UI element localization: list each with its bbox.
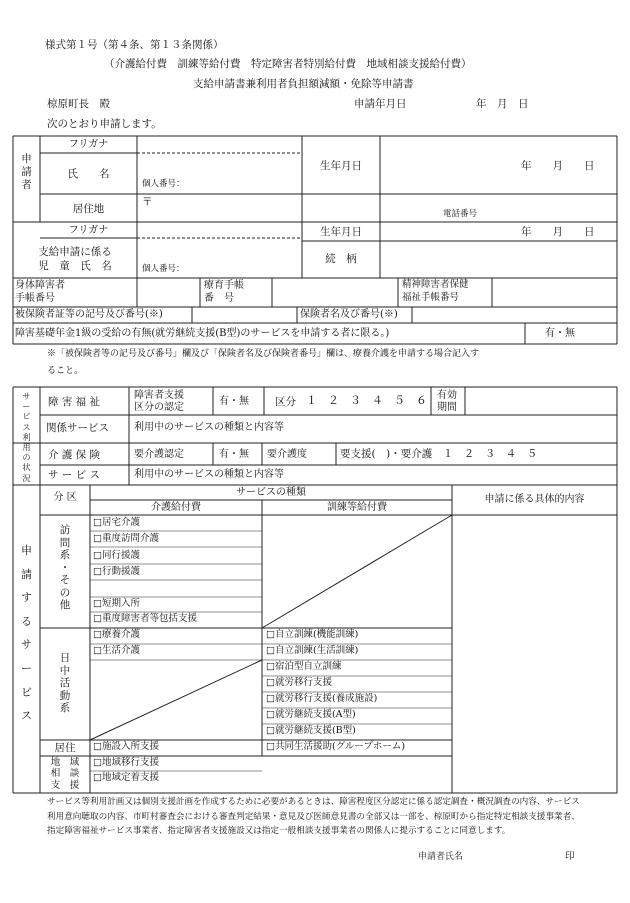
service-checkbox[interactable]: □行動援護 [93, 566, 140, 577]
benefit-types: （介護給付費 訓練等給付費 特定障害者特別給付費 地域相談支援給付費） [104, 58, 472, 70]
service-checkbox[interactable]: □宿泊型自立訓練 [266, 661, 342, 672]
related-service-label: 関係サービス [46, 422, 109, 434]
service-checkbox[interactable]: □地域移行支援 [93, 757, 159, 768]
relation-label: 続 柄 [325, 253, 357, 265]
welfare-label: 障 害 福 祉 [48, 396, 101, 408]
mental-cert-label-line2: 福祉手帳番号 [402, 292, 460, 303]
insured-number-label: 被保険者証等の記号及び番号(※) [15, 309, 163, 320]
intro-text: 次のとおり申請します。 [47, 118, 162, 130]
service-checkbox[interactable]: □短期入所 [93, 598, 140, 609]
service-checkbox[interactable]: □自立訓練(生活訓練) [266, 645, 359, 656]
service-checkbox[interactable]: □重度訪問介護 [93, 533, 159, 544]
applicant-name-signature-label: 申請者氏名 [418, 852, 464, 862]
physical-cert-label-line1: 身体障害者 [15, 280, 65, 291]
care-benefit-header: 介護給付費 [151, 502, 201, 513]
training-benefit-header: 訓練等給付費 [327, 502, 387, 513]
service-checkbox[interactable]: □就労継続支援(B型) [266, 725, 356, 736]
consent-text: サービス等利用計画又は個別支援計画を作成するために必要があるときは、障害程度区分認定に係る認定調査・概況調査の内容、サービス利用意向聴取の内容、市町村審査会における審査判定結果・意見及び医師意見書の全部又は一部を、椋原町から指定特定相談支援事業者、指定障害福祉サービス事業者、指定障害者支援施設又は指定一般相談支援事業者の関係人に提示することに同意します。 [47, 797, 580, 836]
care-level-label: 要介護度 [267, 449, 307, 460]
services-in-use: 利用中のサービスの種類と内容等 [134, 422, 284, 433]
child-name-label-line2: 児 童 氏 名 [38, 260, 112, 272]
service-checkbox[interactable]: □地域定着支援 [93, 772, 159, 783]
service-checkbox[interactable]: □重度障害者等包括支援 [93, 613, 197, 624]
note-line2: ること。 [47, 366, 84, 376]
service-checkbox[interactable]: □共同生活援助(グループホーム) [266, 741, 406, 752]
service-checkbox[interactable]: □同行援護 [93, 550, 140, 561]
application-date-field[interactable]: 年 月 日 [476, 98, 529, 110]
applicant-phone-label: 電話番号 [443, 209, 478, 219]
applicant-name-label: 氏 名 [67, 168, 110, 180]
care-cert-label: 要介護認定 [134, 449, 184, 460]
rehab-cert-label-line1: 療育手帳 [204, 280, 244, 291]
service-checkbox[interactable]: □就労継続支援(A型) [266, 709, 356, 720]
support-category-line2: 区分の認定 [134, 402, 184, 413]
postal-mark: 〒 [142, 196, 153, 208]
pension-yes-no[interactable]: 有・無 [545, 328, 575, 339]
visiting-label: 訪 問 系 ・ そ の 他 [59, 524, 71, 611]
category-label: 区分 [275, 396, 296, 408]
service-checkbox[interactable]: □療養介護 [93, 629, 140, 640]
residence-label: 居住 [54, 742, 76, 754]
applicant-individual-number-label: 個人番号： [142, 179, 185, 189]
insurer-label: 保険者名及び番号(※) [300, 309, 398, 320]
service-checkbox[interactable]: □自立訓練(機能訓練) [266, 629, 359, 640]
service-status-section-label: サ ー ビ ス 利 用 の 状 況 [22, 392, 31, 483]
category-header: 分 区 [53, 492, 77, 503]
child-birthdate-field[interactable]: 年 月 日 [521, 226, 595, 238]
note-line1: ※「被保険者等の記号及び番号」欄及び「保険者名及び保険者番号」欄は、療養介護を申請する場合記入す [47, 349, 480, 359]
service-checkbox[interactable]: □就労移行支援(養成施設) [266, 693, 378, 704]
category-values[interactable]: １ ２ ３ ４ ５ ６ [306, 394, 427, 407]
form-number: 様式第１号（第４条、第１３条関係） [45, 39, 224, 51]
requested-services-section-label: 申 請 す る サ ー ビ ス [21, 544, 32, 723]
service-label: サ ー ビ ス [48, 469, 101, 481]
addressee: 椋原町長 殿 [47, 98, 110, 110]
service-types-header: サービスの種類 [236, 487, 306, 498]
service-checkbox[interactable]: □施設入所支援 [93, 741, 159, 752]
child-individual-number-label: 個人番号： [142, 264, 185, 274]
seal-mark: 印 [565, 851, 575, 862]
applicant-section-label: 申 請 者 [21, 153, 32, 192]
support-category-yes-no[interactable]: 有・無 [219, 396, 249, 407]
child-birthdate-label: 生年月日 [320, 226, 362, 238]
form-title: 支給申請書兼利用者負担額減額・免除等申請書 [193, 78, 414, 90]
applicant-address-label: 居住地 [72, 203, 105, 215]
application-date-label: 申請年月日 [354, 98, 407, 110]
child-name-label-line1: 支給申請に係る [38, 246, 112, 258]
applicant-birthdate-label: 生年月日 [320, 160, 362, 172]
care-level-values[interactable]: 要支援( )・要介護 １ ２ ３ ４ ５ [340, 448, 538, 460]
services-in-use-2: 利用中のサービスの種類と内容等 [134, 469, 284, 480]
support-category-line1: 障害者支援 [134, 390, 184, 401]
mental-cert-label-line1: 精神障害者保健 [402, 279, 469, 290]
physical-cert-label-line2: 手帳番号 [15, 293, 55, 304]
applicant-furigana-label: フリガナ [68, 139, 109, 150]
pension-question: 障害基礎年金1級の受給の有無(就労継続支援(B型)のサービスを申請する者に限る。) [15, 328, 390, 339]
daytime-label: 日 中 活 動 系 [59, 652, 71, 715]
child-furigana-label: フリガナ [68, 225, 109, 236]
rehab-cert-label-line2: 番 号 [204, 293, 234, 304]
validity-line2: 期間 [437, 402, 457, 413]
service-checkbox[interactable]: □居宅介護 [93, 517, 140, 528]
validity-line1: 有効 [437, 390, 457, 401]
details-header: 申請に係る具体的内容 [484, 494, 585, 505]
service-checkbox[interactable]: □生活介護 [93, 645, 140, 656]
applicant-birthdate-field[interactable]: 年 月 日 [521, 160, 595, 172]
service-checkbox[interactable]: □就労移行支援 [266, 677, 332, 688]
community-label: 地 域 相 談 支 援 [50, 757, 80, 791]
care-insurance-label: 介 護 保 険 [48, 449, 101, 461]
care-cert-yes-no[interactable]: 有・無 [219, 449, 249, 460]
